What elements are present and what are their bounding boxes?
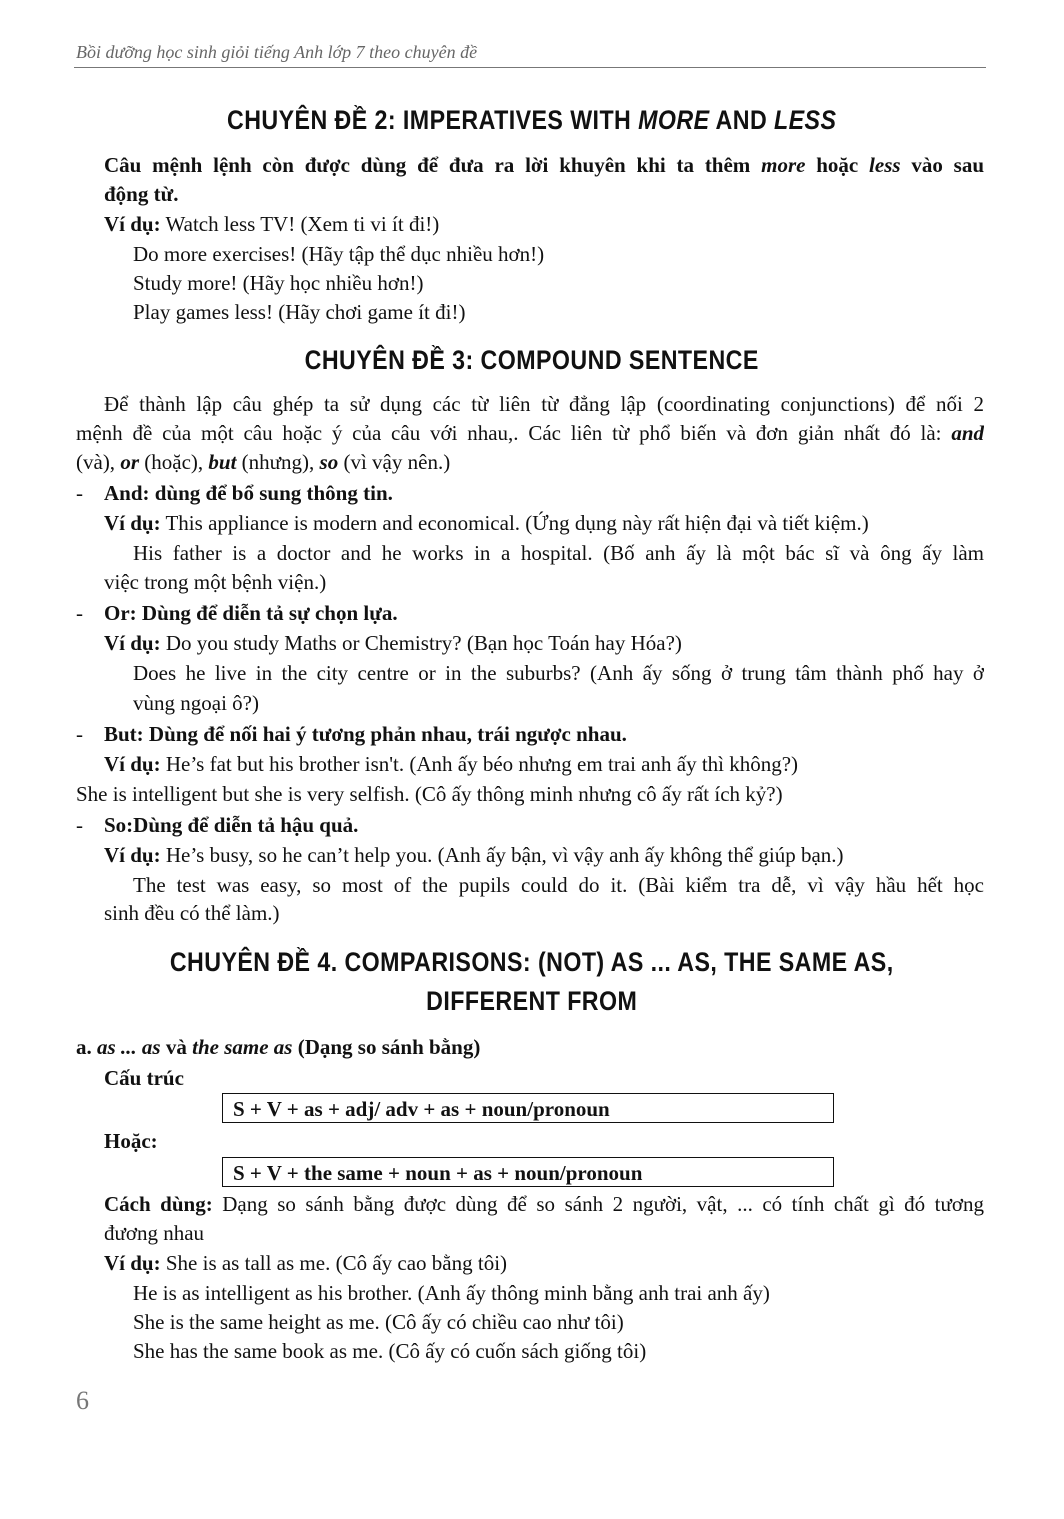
text-line [104,1063,184,1093]
bullet-dash: - [76,481,83,505]
text-segment: (vì vậy nên.) [338,450,451,474]
text-line [104,389,984,419]
text-segment: She is intelligent but she is very selfish. (Cô ấy thông minh nhưng cô ấy rất ích kỷ?) [76,782,783,806]
text-segment: Ví dụ: [104,843,161,867]
text-segment: sinh đều có thể làm.) [104,901,280,925]
text-segment: but [208,450,237,474]
text-segment: vùng ngoại ô?) [133,691,259,715]
text-segment: (hoặc), [139,450,209,474]
text-line [104,840,844,870]
section-heading [74,984,989,1018]
text-segment: Ví dụ: [104,511,161,535]
text-segment: hoặc [805,153,870,177]
text-segment: Do more exercises! (Hãy tập thể dục nhiều hơn!) [133,242,545,266]
header-divider [74,67,986,68]
text-segment: Câu mệnh lệnh còn được dùng để đưa ra lời khuyên khi ta thêm [104,153,762,177]
page-number: 6 [76,1386,89,1415]
text-line [104,150,984,180]
text-line [133,688,259,718]
text-segment: việc trong một bệnh viện.) [104,570,327,594]
text-segment: The test was easy, so most of the pupils could do it. (Bài kiểm tra dễ, vì vậy hầu hết học [133,873,984,897]
text-line [104,810,358,840]
text-line [104,628,682,658]
text-segment: more [761,153,806,177]
text-segment: as ... as [97,1035,161,1059]
text-line [133,239,544,269]
text-segment: Ví dụ: [104,631,161,655]
text-segment: Cách dùng: [104,1192,213,1216]
text-segment: Does he live in the city centre or in the suburbs? (Anh ấy sống ở trung tâm thành phố hay ở [133,661,984,685]
bullet-dash: - [76,813,83,837]
text-line [104,478,393,508]
section-heading [74,343,989,377]
text-line [104,508,869,538]
text-segment: Or: Dùng để diễn tả sự chọn lựa. [104,601,398,625]
formula-box: S + V + the same + noun + as + noun/pronoun [222,1157,834,1187]
text-segment: Cấu trúc [104,1066,184,1090]
text-segment: Study more! (Hãy học nhiều hơn!) [133,271,424,295]
text-segment: This appliance is modern and economical. (Ứng dụng này rất hiện đại và tiết kiệm.) [160,511,869,535]
text-segment: Watch less TV! (Xem ti vi ít đi!) [160,212,440,236]
text-line [133,1278,770,1308]
text-segment: vào sau [900,153,984,177]
text-line [104,567,326,597]
section-heading [74,103,989,137]
text-line [133,268,423,298]
section-heading [74,945,989,979]
text-segment: Hoặc: [104,1129,158,1153]
text-segment: So:Dùng để diễn tả hậu quả. [104,813,359,837]
heading-text: CHUYÊN ĐỀ 2: IMPERATIVES WITH [227,105,639,135]
text-line [133,870,984,900]
text-segment: less [869,153,901,177]
text-segment: động từ. [104,182,179,206]
heading-text: DIFFERENT FROM [426,986,638,1016]
text-segment: She has the same book as me. (Cô ấy có cuốn sách giống tôi) [133,1339,647,1363]
text-segment: Ví dụ: [104,752,161,776]
text-line [76,779,783,809]
text-line [76,1032,480,1062]
text-segment: But: Dùng để nối hai ý tương phản nhau, trái ngược nhau. [104,722,627,746]
heading-text: LESS [774,105,837,135]
text-segment: Do you study Maths or Chemistry? (Bạn học Toán hay Hóa?) [160,631,682,655]
running-header: Bồi dưỡng học sinh giỏi tiếng Anh lớp 7 theo chuyên đề [76,42,478,62]
heading-text: CHUYÊN ĐỀ 3: COMPOUND SENTENCE [304,345,759,375]
text-segment: He’s busy, so he can’t help you. (Anh ấy bận, vì vậy anh ấy không thể giúp bạn.) [160,843,844,867]
bullet-dash: - [76,722,83,746]
text-line [104,598,398,628]
text-line [104,179,178,209]
text-line [104,1189,984,1219]
text-segment: He’s fat but his brother isn't. (Anh ấy béo nhưng em trai anh ấy thì không?) [160,752,799,776]
text-segment: đương nhau [104,1221,205,1245]
heading-text: AND [709,105,775,135]
text-segment: a. [76,1035,97,1059]
text-segment: Ví dụ: [104,212,161,236]
text-line [133,1307,624,1337]
text-segment: and [951,421,984,445]
text-line [104,1126,158,1156]
text-segment: His father is a doctor and he works in a hospital. (Bố anh ấy là một bác sĩ và ông ấy làm [133,541,984,565]
text-segment: And: dùng để bổ sung thông tin. [104,481,393,505]
text-line [133,297,465,327]
text-line [104,719,627,749]
text-segment: Ví dụ: [104,1251,161,1275]
text-segment: She is the same height as me. (Cô ấy có chiều cao như tôi) [133,1310,624,1334]
text-line [104,898,280,928]
text-segment: (Dạng so sánh bằng) [292,1035,481,1059]
text-segment: He is as intelligent as his brother. (Anh ấy thông minh bằng anh trai anh ấy) [133,1281,770,1305]
text-line [133,538,984,568]
text-line [133,658,984,688]
text-segment: or [120,450,139,474]
text-segment: She is as tall as me. (Cô ấy cao bằng tôi) [160,1251,508,1275]
text-line [104,209,439,239]
text-segment: Để thành lập câu ghép ta sử dụng các từ liên từ đẳng lập (coordinating conjunctions) để nối 2 [104,392,984,416]
heading-text: MORE [638,105,710,135]
formula-box: S + V + as + adj/ adv + as + noun/pronoun [222,1093,834,1123]
text-segment: Play games less! (Hãy chơi game ít đi!) [133,300,466,324]
text-segment: Dạng so sánh bằng được dùng để so sánh 2 người, vật, ... có tính chất gì đó tương [212,1192,984,1216]
text-segment: the same as [192,1035,293,1059]
text-segment: (nhưng), [236,450,320,474]
text-segment: so [319,450,339,474]
text-segment: và [160,1035,193,1059]
text-segment: mệnh đề của một câu hoặc ý của câu với nhau,. Các liên từ phổ biến và đơn giản nhất đó là: [76,421,952,445]
heading-text: CHUYÊN ĐỀ 4. COMPARISONS: (NOT) AS ... AS, THE SAME AS, [169,947,894,977]
text-segment: (và), [76,450,121,474]
text-line [104,1218,204,1248]
text-line [104,749,798,779]
text-line [76,418,984,448]
text-line [76,447,450,477]
text-line [133,1336,646,1366]
text-line [104,1248,507,1278]
bullet-dash: - [76,601,83,625]
